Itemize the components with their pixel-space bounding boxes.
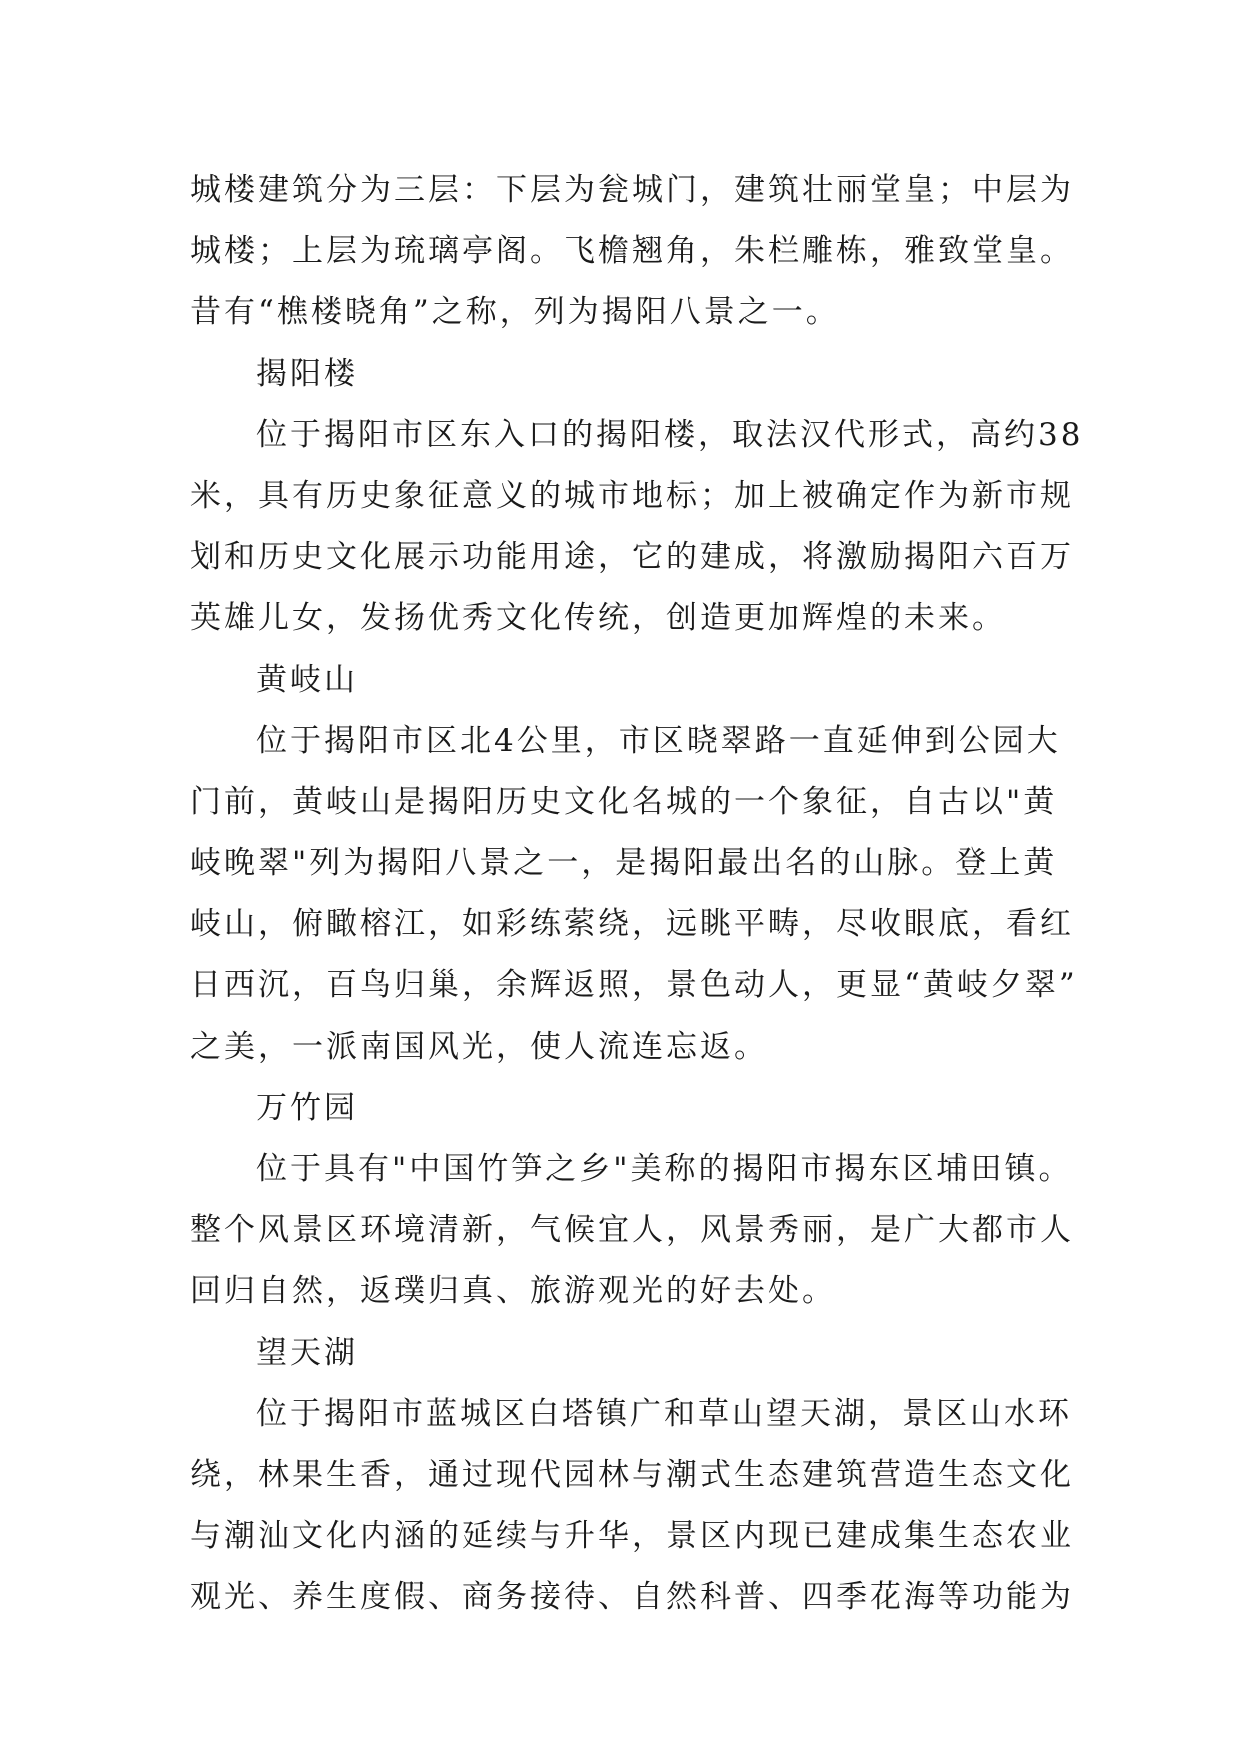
text-line: 日西沉，百鸟归巢，余辉返照，景色动人，更显“黄岐夕翠” <box>190 967 1078 1004</box>
document-body <box>190 160 1084 1629</box>
text-line: 城楼建筑分为三层：下层为瓮城门，建筑壮丽堂皇；中层为 <box>190 172 1074 208</box>
text-line: 昔有“樵楼晓角”之称，列为揭阳八景之一。 <box>190 294 840 331</box>
text-line: 位于揭阳市蓝城区白塔镇广和草山望天湖，景区山水环 <box>256 1395 1072 1432</box>
section-heading-jieyang-tower: 揭阳楼 <box>256 355 358 392</box>
text-line: 位于揭阳市区东入口的揭阳楼，取法汉代形式，高约38 <box>256 416 1084 453</box>
text-line: 观光、养生度假、商务接待、自然科普、四季花海等功能为 <box>190 1579 1074 1616</box>
text-line: 绕，林果生香，通过现代园林与潮式生态建筑营造生态文化 <box>190 1456 1074 1493</box>
text-line: 岐山，俯瞰榕江，如彩练萦绕，远眺平畴，尽收眼底，看红 <box>190 906 1074 943</box>
text-line: 位于具有"中国竹笋之乡"美称的揭阳市揭东区埔田镇。 <box>256 1151 1073 1187</box>
text-line: 位于揭阳市区北4公里，市区晓翠路一直延伸到公园大 <box>256 722 1061 759</box>
text-line: 之美，一派南国风光，使人流连忘返。 <box>190 1028 768 1065</box>
section-heading-wangtian-lake: 望天湖 <box>256 1334 358 1371</box>
text-line: 米，具有历史象征意义的城市地标；加上被确定作为新市规 <box>190 477 1074 514</box>
section-heading-wanzhu-garden: 万竹园 <box>256 1089 358 1126</box>
text-line: 城楼；上层为琉璃亭阁。飞檐翘角，朱栏雕栋，雅致堂皇。 <box>190 233 1074 270</box>
text-line: 整个风景区环境清新，气候宜人，风景秀丽，是广大都市人 <box>190 1212 1074 1249</box>
text-line: 门前，黄岐山是揭阳历史文化名城的一个象征，自古以"黄 <box>190 783 1058 820</box>
text-line: 回归自然，返璞归真、旅游观光的好去处。 <box>190 1273 836 1310</box>
text-line: 划和历史文化展示功能用途，它的建成，将激励揭阳六百万 <box>190 539 1074 576</box>
text-line: 岐晚翠"列为揭阳八景之一，是揭阳最出名的山脉。登上黄 <box>190 845 1058 882</box>
section-heading-huangqi-mountain: 黄岐山 <box>256 661 358 698</box>
text-line: 英雄儿女，发扬优秀文化传统，创造更加辉煌的未来。 <box>190 600 1006 637</box>
text-line: 与潮汕文化内涵的延续与升华，景区内现已建成集生态农业 <box>190 1518 1074 1555</box>
